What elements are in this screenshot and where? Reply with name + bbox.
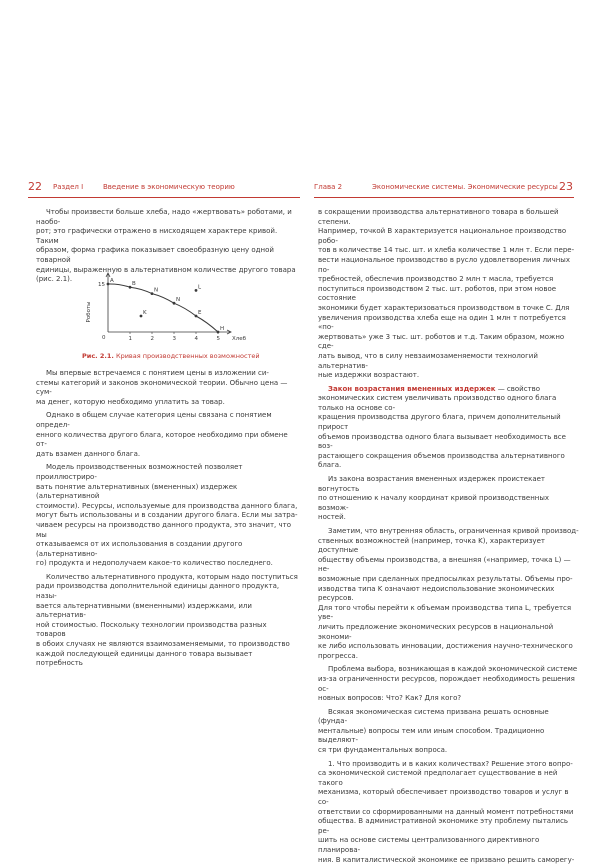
left-section-label: Раздел I: [53, 183, 84, 191]
y-axis-label: Роботы: [86, 301, 92, 323]
point-label: K: [143, 310, 147, 316]
paragraph: Мы впервые встречаемся с понятием цены в изложении си- стемы категорий и законов экономической теории. Обычно цена — сум- ма денег, которую необходимо уплатить за товар.: [36, 369, 288, 406]
point-label: H: [220, 326, 225, 332]
data-point: [151, 292, 154, 295]
left-running-title: Введение в экономическую теорию: [103, 183, 235, 191]
paragraph: Проблема выбора, возникающая в каждой экономической системе из-за ограниченности ресурсов, порождает необходимость решения ос- новных вопросов: Что? Как? Для кого?: [318, 665, 578, 703]
paragraph-law-definition: Закон возрастания вмененных издержек — свойство экономических систем увеличивать производство одного блага только на основе со- кращения производства другого блага, причем дополнительный прирост объемов производства одного блага вызывает необходимость все воз- растающего сокращения объемов производства альтернативного блага.: [318, 384, 566, 470]
right-running-title: Экономические системы. Экономические ресурсы: [372, 183, 558, 191]
paragraph: в сокращении производства альтернативного товара в большей степени. Например, точкой B характеризуется национальное производство робо- тов в количестве 14 тыс. шт. и хлеба количестве 1 млн т. Если пере- вести национальное производство в русло удовлетворения личных по- требностей, обеспечив производство 2 млн т масла, требуется поступиться производством 2 тыс. шт. роботов, при этом новое состояние экономики будет характеризоваться производством в точке C. Для увеличения производства хлеба еще на один 1 млн т потребуется «по- жертвовать» уже 3 тыс. шт. роботов и т.д. Таким образом, можно сде- лать вывод, что в силу невзаимозаменяемости технологий альтернатив- ные издержки возрастают.: [318, 208, 575, 380]
figure-caption: [82, 352, 260, 360]
data-point: [129, 286, 132, 289]
point-label: L: [198, 284, 202, 291]
paragraph: Заметим, что внутренняя область, ограниченная кривой производ- ственных возможностей (например, точка K), характеризует доступные обществу объемы производства, а внешняя («например, точка L) — не- возможные при сделанных предпосылках результаты. Объемы про- изводства типа K означают недоиспользование экономических ресурсов. Для того чтобы перейти к объемам производства типа L, требуется уве- личить предложение экономических ресурсов в национальной экономи- ке либо использовать инновации, достижения научно-технического прогресса.: [318, 527, 579, 660]
x-tick-label: 2: [150, 336, 154, 342]
right-running-header: [314, 180, 574, 196]
ppf-curve: [108, 284, 218, 332]
y-tick-label: 15: [98, 282, 105, 288]
paragraph: Модель производственных возможностей позволяет проиллюстриро- вать понятие альтернативных (вмененных) издержек (альтернативной стоимости). Ресурсы, используемые для производства данного блага, могут быть использованы и в создании другого блага. Если мы затра- чиваем ресурсы на производство данного продукта, это значит, что мы отказываемся от их использования в создании другого (альтернативно- го) продукта и недополучаем какое-то количество последнего.: [36, 463, 298, 568]
figure-caption-text: Кривая производственных возможностей: [115, 352, 260, 360]
x-axis-label: Хлеб: [232, 336, 247, 342]
right-header-rule: [314, 197, 574, 198]
right-section-label: Глава 2: [314, 183, 343, 191]
left-page-number: 22: [28, 180, 42, 193]
x-tick-label: 5: [216, 336, 220, 342]
point-label: N: [176, 297, 181, 304]
data-point: [217, 331, 220, 334]
production-possibilities-chart: [80, 272, 260, 348]
data-point: [107, 283, 110, 286]
right-page-number: 23: [559, 180, 573, 193]
left-running-header: [28, 180, 300, 196]
left-body-text: [36, 369, 298, 669]
figure-caption-label: Рис. 2.1.: [82, 352, 114, 360]
data-point: [195, 289, 198, 292]
x-tick-label: 3: [172, 336, 176, 342]
point-label: N: [154, 287, 159, 294]
point-label: A: [110, 278, 114, 284]
origin-label: 0: [102, 335, 106, 341]
paragraph: Всякая экономическая система призвана решать основные (фунда- ментальные) вопросы тем или иным способом. Традиционно выделяют- ся три фундаментальных вопроса.: [318, 707, 549, 755]
paragraph: Из закона возрастания вмененных издержек проистекает вогнутость по отношению к началу координат кривой производственных возмож- ностей.: [318, 475, 550, 522]
data-point: [140, 315, 143, 318]
x-tick-label: 1: [128, 336, 132, 342]
paragraph: 1. Что производить и в каких количествах? Решение этого вопро- са экономической системой предполагает существование в ней такого механизма, который обеспечивает производство товаров и услуг в со- ответствии со сформированными на данный момент потребностями общества. В административной экономике эту проблему пытались ре- шить на основе системы централизованного директивного планирова- ния. В капиталистической экономике ее призвано решить саморегу-: [318, 759, 575, 864]
left-intro-text: Чтобы произвести больше хлеба, надо «жертвовать» роботами, и наобо- рот; это графически отражено в нисходящем характере кривой. Таким образом, форма графика показывает своеобразную цену одной товарной единицы, выраженную в альтернативном количестве другого товара (рис. 2.1).: [36, 208, 296, 284]
paragraph: Однако в общем случае категория цены связана с понятием определ- енного количества другого блага, которое необходимо при обмене от- дать взамен данного блага.: [36, 411, 288, 458]
data-point: [173, 302, 176, 305]
x-tick-label: 4: [194, 336, 198, 342]
paragraph: Количество альтернативного продукта, которым надо поступиться ради производства дополнительной единицы данного продукта, назы- вается альтернативными (вмененными) издержками, или альтернатив- ной стоимостью. Поскольку технологии производства разных товаров в обоих случаях не являются взаимозаменяемыми, то производство каждой последующей единицы данного товара вызывает потребность: [36, 572, 298, 668]
law-term: Закон возрастания вмененных издержек: [328, 384, 496, 393]
data-point: [195, 315, 198, 318]
right-body-text: [318, 208, 580, 865]
point-label: E: [198, 310, 202, 316]
point-label: B: [132, 281, 136, 288]
left-header-rule: [28, 197, 300, 198]
